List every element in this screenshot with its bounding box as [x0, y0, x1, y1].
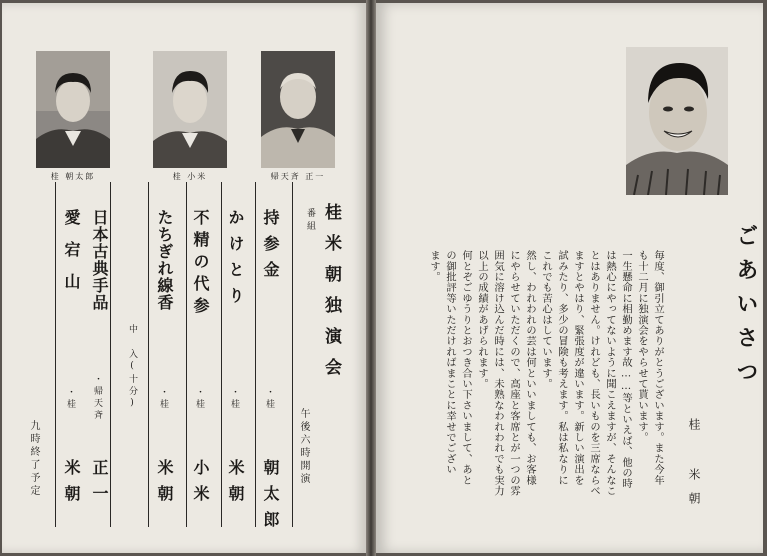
- column-rule: [55, 182, 56, 527]
- program-item-name: かけとり: [226, 209, 245, 313]
- program-label: 番組: [305, 208, 315, 234]
- program-item-performer: 米朝: [226, 459, 245, 511]
- program-title: 桂米朝独演会: [321, 203, 341, 389]
- greeting-author: 桂 米朝: [687, 418, 701, 516]
- column-rule: [221, 182, 222, 527]
- photo-beicho: [626, 47, 728, 195]
- column-rule: [292, 182, 293, 527]
- program-item-performer: 小米: [191, 459, 210, 511]
- start-time: 午後六時開演: [298, 408, 309, 486]
- program-item: [88, 209, 111, 511]
- photo-shoichi: [261, 51, 335, 168]
- greeting-line: 然し、われわれの芸は何といいましても、お客様: [524, 250, 536, 486]
- greeting-line: 囲気に溶け込んだ時には、未熟なわれわれでも実力: [492, 250, 504, 497]
- greeting-line: 一生懸命に相勤めます故……等といえば、他の時: [620, 250, 632, 489]
- program-item-performer-prefix: ・帰天斉: [92, 374, 102, 422]
- program-item-performer: 米朝: [155, 459, 174, 511]
- greeting-line: も十二月に独演会をやらせて貰います。: [636, 250, 648, 443]
- program-item-performer-prefix: ・桂: [65, 387, 75, 411]
- program-item: [224, 209, 247, 511]
- greeting-line: とはありません。けれども、長いものを三席ならべ: [588, 250, 600, 497]
- program-item-performer: 米朝: [62, 459, 81, 511]
- program-item: [259, 209, 282, 537]
- greeting-line: 以上の成績があげられます。: [476, 250, 488, 390]
- greeting-line: の御批評等いただければまことに幸せでござい: [444, 250, 456, 475]
- greeting-line: 何とぞごゆうりとおつき合い下さいまして、あと: [460, 250, 472, 486]
- program-item-name: 愛宕山: [62, 209, 81, 305]
- greeting-line: ますとやはり、緊張度が違います。新しい演出を: [572, 250, 584, 486]
- program-item-name: 不精の代参: [191, 209, 210, 319]
- program-item-performer-prefix: ・桂: [264, 387, 274, 411]
- greeting-line: 毎度、御引立てありがとうございます。また今年: [652, 250, 664, 486]
- photo-caption-shoichi: 帰天斉 正一: [270, 172, 326, 181]
- program-item-performer-prefix: ・桂: [158, 387, 168, 411]
- greeting-line: ます。: [428, 250, 440, 283]
- book-gutter: [366, 0, 376, 556]
- program-item-performer: 正一: [90, 459, 109, 511]
- program-item-name: 日本古典手品: [90, 209, 109, 311]
- program-item-performer: 朝太郎: [261, 459, 280, 537]
- photo-asataro: [36, 51, 110, 168]
- greeting-line: これでも苦心はしています。: [540, 250, 552, 390]
- greeting-line: 試みたり、多少の冒険も考えます。私は私なりに: [556, 250, 568, 486]
- photo-caption-asataro: 桂 朝太郎: [50, 172, 96, 181]
- greeting-line: にやらせていただくので、高座と客席とが一つの雰: [508, 250, 520, 497]
- photo-caption-komai: 桂 小米: [172, 172, 208, 181]
- end-time: 九時終了予定: [28, 420, 39, 498]
- photo-komai: [153, 51, 227, 168]
- column-rule: [148, 182, 149, 527]
- column-rule: [186, 182, 187, 527]
- program-item-name: たちぎれ線香: [155, 209, 174, 311]
- greeting-line: は熱心にやってないように聞こえますが、そんなこ: [604, 250, 616, 497]
- column-rule: [255, 182, 256, 527]
- program-item-performer-prefix: ・桂: [229, 387, 239, 411]
- program-item: [153, 209, 176, 511]
- program-item-name: 持参金: [261, 209, 280, 287]
- program-item-performer-prefix: ・桂: [194, 387, 204, 411]
- intermission: 中 入(十分): [127, 324, 137, 411]
- program-item: [189, 209, 212, 511]
- program-item: [60, 209, 83, 511]
- greeting-title: ごあいさつ: [733, 224, 759, 394]
